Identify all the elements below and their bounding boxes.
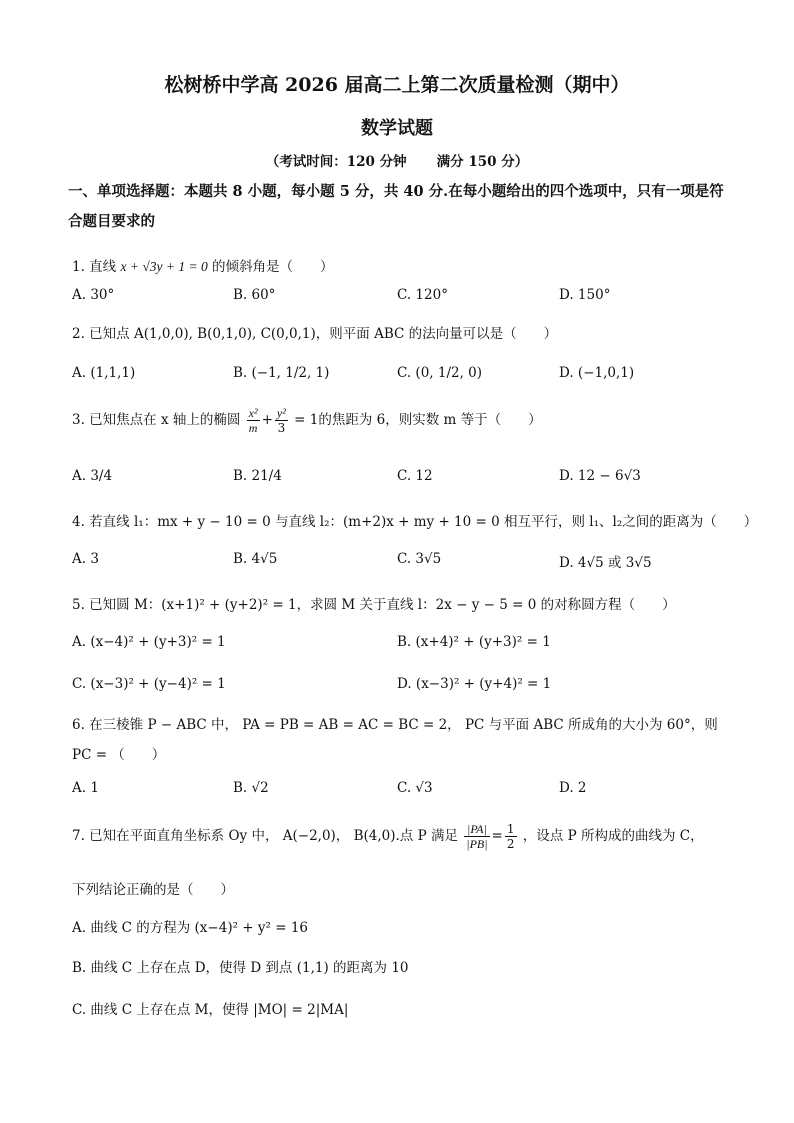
question-6-stem: 6. 在三棱锥 P − ABC 中， PA = PB = AB = AC = BC = 2， PC 与平面 ABC 所成角的大小为 60°，则	[72, 717, 718, 733]
q4-option-c[interactable]: C. 3√5	[397, 551, 442, 567]
question-3-stem	[72, 406, 542, 435]
exam-score: 满分 150 分）	[436, 154, 529, 170]
q6-option-b[interactable]: B. √2	[233, 780, 269, 796]
question-5-stem: 5. 已知圆 M：(x+1)² + (y+2)² = 1，求圆 M 关于直线 l：2x − y − 5 = 0 的对称圆方程（ ）	[72, 597, 676, 613]
q3-frac-x-den: m	[248, 421, 258, 435]
q7-option-a[interactable]: A. 曲线 C 的方程为 (x−4)² + y² = 16	[72, 920, 308, 936]
q3-suffix: = 1的焦距为 6，则实数 m 等于（ ）	[294, 412, 542, 428]
q1-option-c[interactable]: C. 120°	[397, 287, 448, 303]
q4-option-a[interactable]: A. 3	[72, 551, 99, 567]
question-7-stem	[72, 822, 704, 851]
q3-option-c[interactable]: C. 12	[397, 468, 433, 484]
q7-prefix: 7. 已知在平面直角坐标系 Oy 中， A(−2,0)， B(4,0).点 P 满足	[72, 828, 458, 844]
q2-option-c[interactable]: C. (0, 1/2, 0)	[397, 365, 483, 381]
q3-option-a[interactable]: A. 3/4	[72, 468, 113, 484]
q2-option-b[interactable]: B. (−1, 1/2, 1)	[233, 365, 330, 381]
q5-option-c[interactable]: C. (x−3)² + (y−4)² = 1	[72, 676, 226, 692]
q1-option-d[interactable]: D. 150°	[559, 287, 611, 303]
q7-option-b[interactable]: B. 曲线 C 上存在点 D，使得 D 到点 (1,1) 的距离为 10	[72, 960, 409, 976]
question-7-stem-cont: 下列结论正确的是（ ）	[72, 882, 234, 898]
exam-time: （考试时间：120 分钟	[265, 154, 407, 170]
q3-option-b[interactable]: B. 21/4	[233, 468, 282, 484]
q1-prefix: 1. 直线	[72, 259, 117, 275]
exam-title: 松树桥中学高 2026 届高二上第二次质量检测（期中）	[164, 74, 630, 96]
q7-half-num: 1	[506, 822, 515, 836]
q3-prefix: 3. 已知焦点在 x 轴上的椭圆	[72, 412, 241, 428]
q3-option-d[interactable]: D. 12 − 6√3	[559, 468, 641, 484]
q7-half-den: 2	[506, 837, 515, 851]
q4-option-d[interactable]: D. 4√5 或 3√5	[559, 555, 652, 571]
q4-option-b[interactable]: B. 4√5	[233, 551, 278, 567]
q7-suffix: ，设点 P 所构成的曲线为 C，	[522, 828, 704, 844]
q7-frac-den: |PB|	[466, 837, 488, 851]
q3-frac-y-den: 3	[277, 421, 286, 435]
q7-frac-num: |PA|	[464, 822, 489, 837]
q3-fraction-x	[247, 406, 260, 435]
question-4-stem: 4. 若直线 l₁：mx + y − 10 = 0 与直线 l₂：(m+2)x + my + 10 = 0 相互平行，则 l₁、l₂之间的距离为（ ）	[72, 514, 758, 530]
q7-equals: =	[491, 828, 503, 844]
q3-fraction-y	[275, 406, 288, 435]
q3-frac-y-num: y²	[276, 406, 286, 420]
q2-option-d[interactable]: D. (−1,0,1)	[559, 365, 635, 381]
q3-frac-x-num: x²	[248, 406, 258, 420]
q6-option-a[interactable]: A. 1	[72, 780, 99, 796]
q1-equation: x + √3y + 1 = 0	[120, 259, 208, 274]
question-2-stem: 2. 已知点 A(1,0,0), B(0,1,0), C(0,0,1)，则平面 ABC 的法向量可以是（ ）	[72, 326, 558, 342]
q2-option-a[interactable]: A. (1,1,1)	[72, 365, 136, 381]
section-heading: 一、单项选择题：本题共 8 小题，每小题 5 分，共 40 分.在每小题给出的四个选项中，只有一项是符合题目要求的	[68, 183, 724, 230]
q5-option-b[interactable]: B. (x+4)² + (y+3)² = 1	[397, 634, 551, 650]
q7-ratio-fraction	[464, 822, 489, 851]
q1-option-a[interactable]: A. 30°	[72, 287, 115, 303]
q6-option-d[interactable]: D. 2	[559, 780, 587, 796]
question-6-stem-cont: PC = （ ）	[72, 747, 166, 763]
q5-option-a[interactable]: A. (x−4)² + (y+3)² = 1	[72, 634, 226, 650]
subject-title: 数学试题	[361, 118, 433, 139]
q7-option-c[interactable]: C. 曲线 C 上存在点 M，使得 |MO| = 2|MA|	[72, 1002, 349, 1018]
q1-suffix: 的倾斜角是（ ）	[212, 259, 334, 275]
q3-plus: +	[261, 412, 273, 428]
question-1-stem	[72, 255, 334, 275]
q1-option-b[interactable]: B. 60°	[233, 287, 276, 303]
q6-option-c[interactable]: C. √3	[397, 780, 433, 796]
q5-option-d[interactable]: D. (x−3)² + (y+4)² = 1	[397, 676, 552, 692]
q7-half-fraction	[505, 822, 517, 851]
exam-info	[0, 150, 794, 170]
